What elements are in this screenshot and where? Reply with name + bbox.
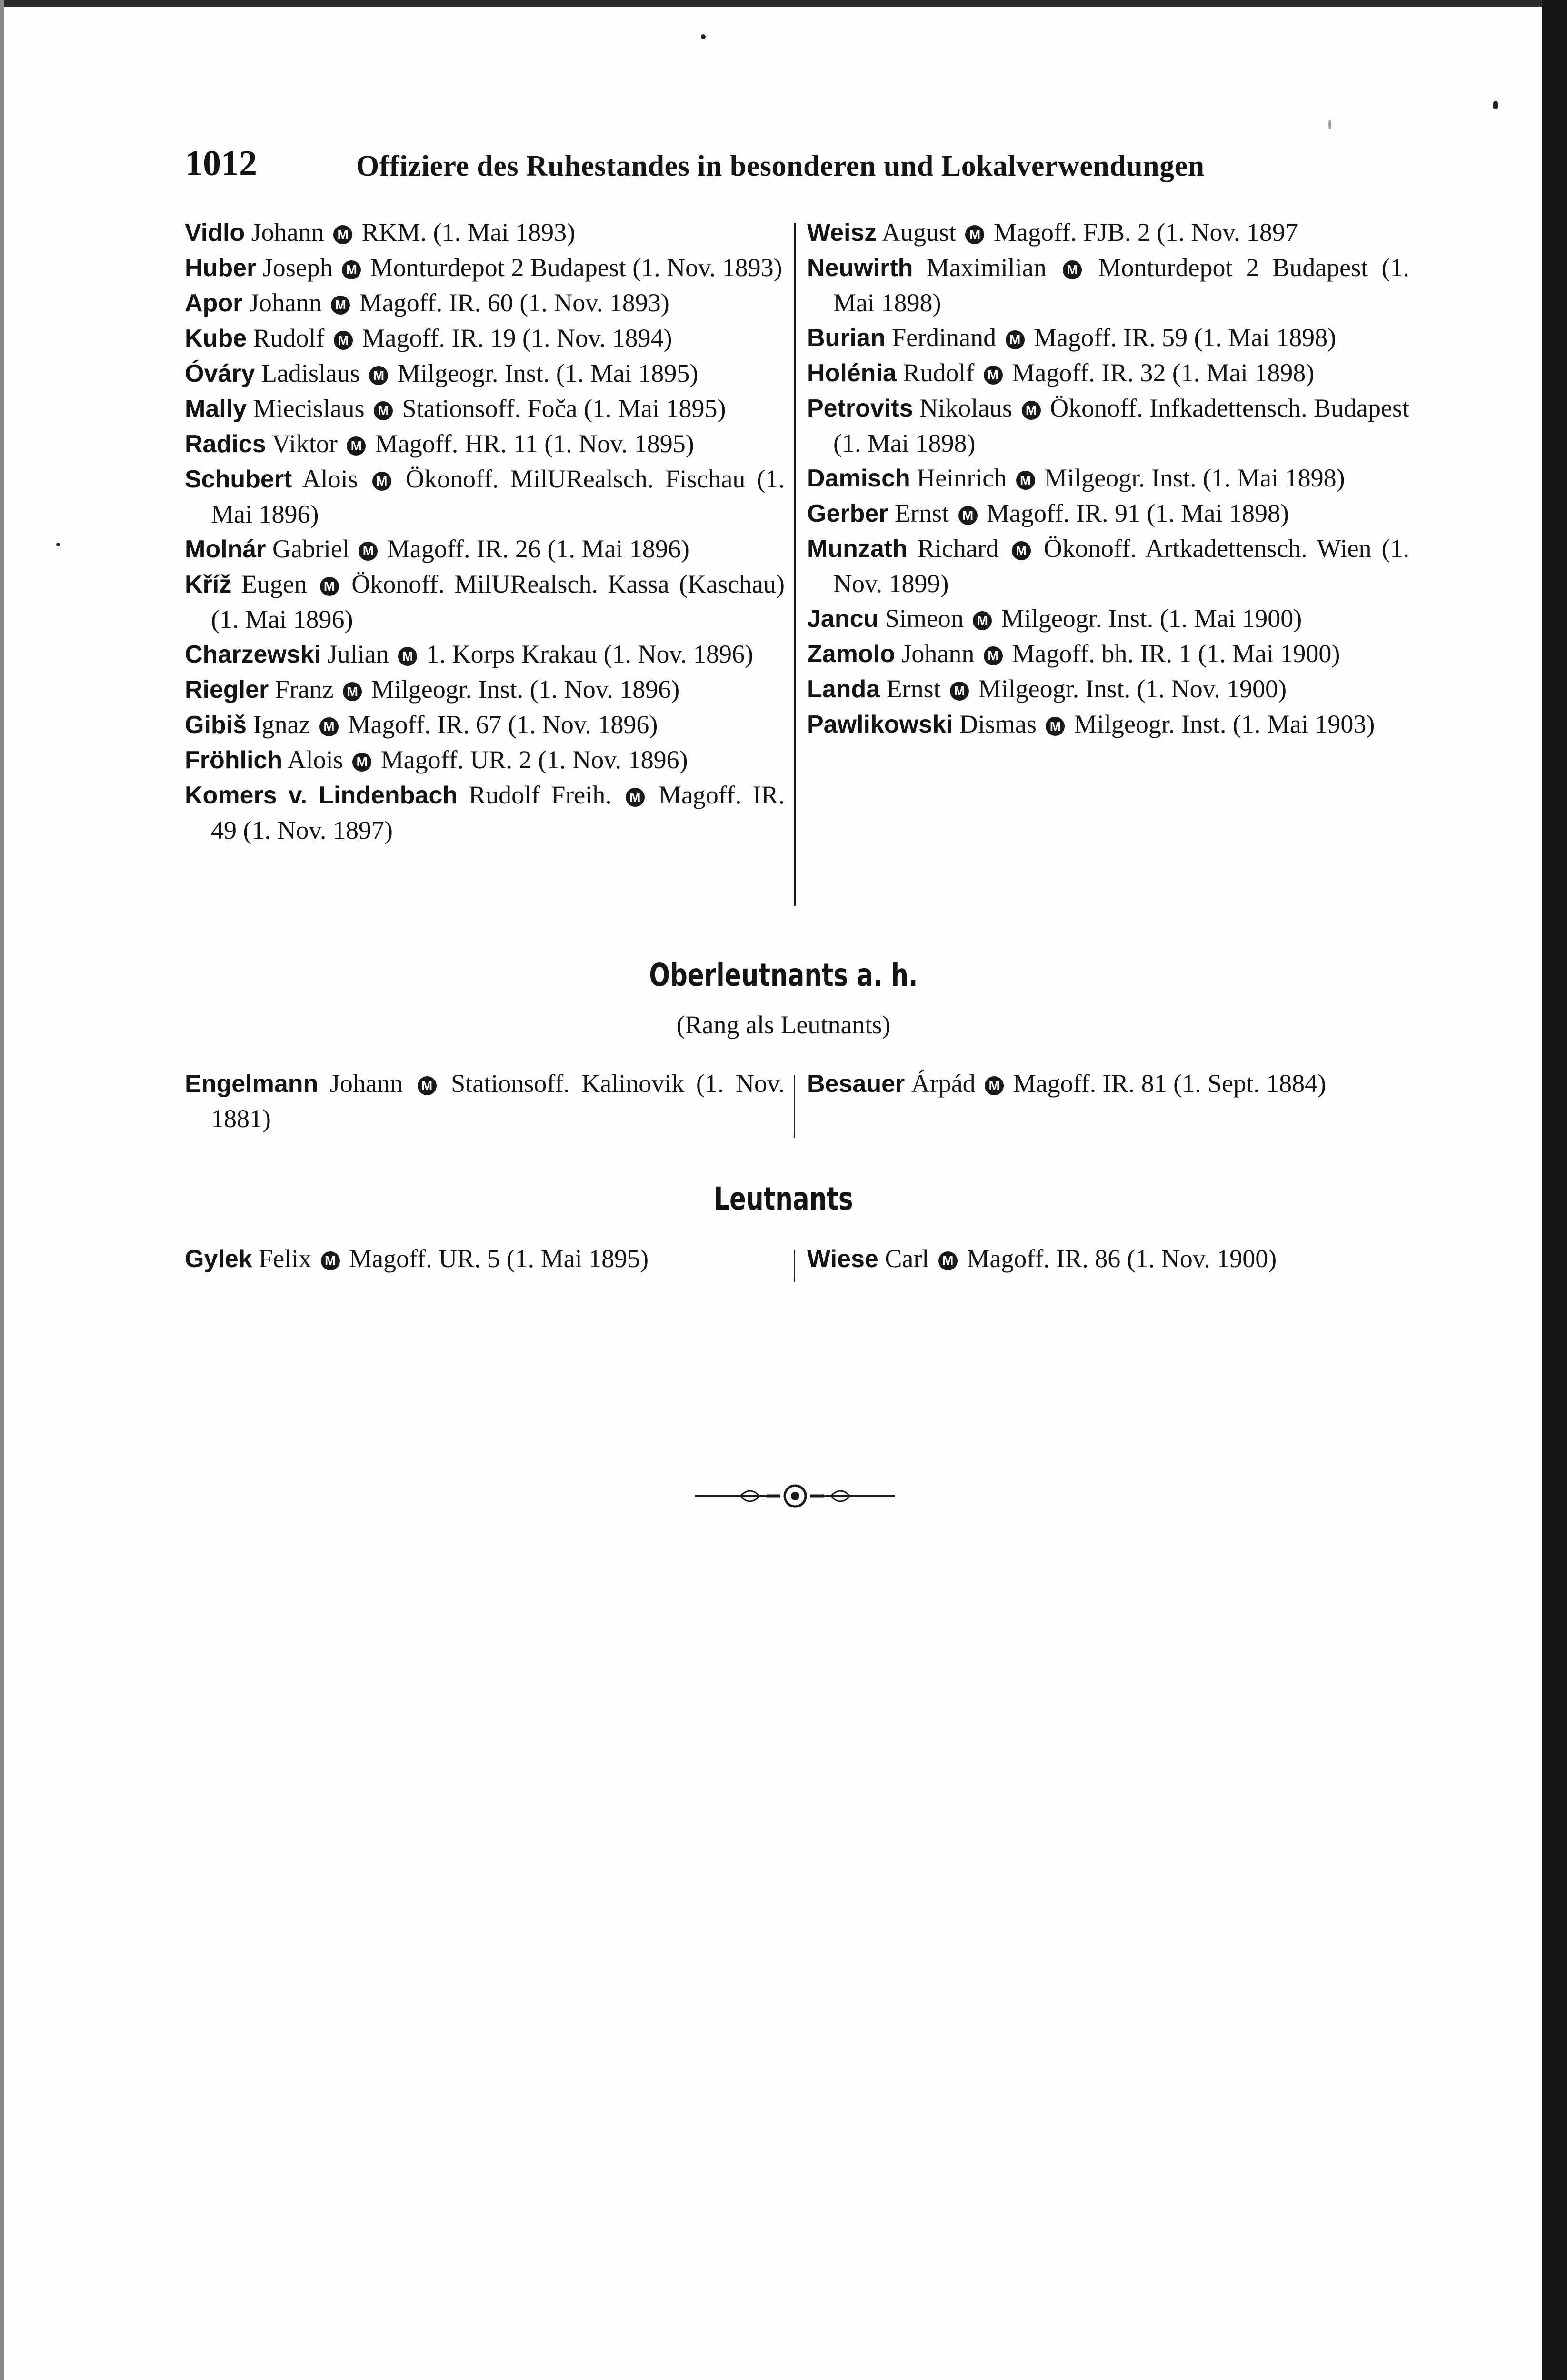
scan-speck [1493, 101, 1498, 109]
officer-entry [185, 1241, 785, 1277]
officer-surname: Weisz [807, 219, 877, 247]
medal-mark-icon: M [985, 1076, 1004, 1095]
officer-entry [185, 426, 785, 462]
officer-entry [807, 531, 1409, 601]
medal-mark-icon: M [984, 646, 1003, 665]
officer-given-name: Viktor [272, 429, 338, 458]
officer-assignment: Magoff. IR. 86 (1. Nov. 1900) [967, 1244, 1277, 1273]
officer-assignment: Ökonoff. Infkadettensch. Budapest (1. Mai 1898) [833, 394, 1409, 457]
officer-entry [185, 391, 785, 426]
officer-assignment: Milgeogr. Inst. (1. Nov. 1896) [371, 675, 680, 704]
officer-given-name: Gabriel [272, 535, 349, 563]
officer-surname: Mally [185, 395, 247, 423]
officer-given-name: Ladislaus [261, 359, 360, 387]
medal-mark-icon: M [1063, 260, 1082, 279]
officer-assignment: Milgeogr. Inst. (1. Mai 1895) [397, 359, 699, 387]
officer-assignment: Stationsoff. Kalinovik (1. Nov. 1881) [211, 1069, 785, 1133]
officer-assignment: Ökonoff. MilURealsch. Fischau (1. Mai 1896) [211, 465, 785, 528]
officer-surname: Burian [807, 324, 886, 352]
officer-given-name: Maximilian [926, 253, 1047, 282]
officer-assignment: Ökonoff. Artkadettensch. Wien (1. Nov. 1899) [833, 534, 1410, 598]
medal-mark-icon: M [372, 472, 391, 491]
officer-entry [185, 743, 785, 778]
medal-mark-icon: M [319, 717, 339, 736]
officer-given-name: August [881, 218, 956, 247]
officer-surname: Neuwirth [807, 254, 913, 282]
officer-assignment: Monturdepot 2 Budapest (1. Mai 1898) [833, 253, 1409, 317]
officer-given-name: Dismas [959, 710, 1037, 738]
officer-surname: Wiese [807, 1245, 878, 1273]
officer-given-name: Carl [885, 1244, 929, 1273]
officer-assignment: Magoff. IR. 91 (1. Mai 1898) [987, 499, 1289, 527]
officer-assignment: Magoff. IR. 81 (1. Sept. 1884) [1013, 1069, 1327, 1098]
medal-mark-icon: M [359, 542, 378, 561]
officer-entry [185, 215, 785, 250]
officer-entry [185, 356, 785, 391]
scan-speck [1328, 120, 1331, 129]
officer-surname: Charzewski [185, 641, 321, 668]
medal-mark-icon: M [1046, 717, 1065, 736]
officer-entry [807, 356, 1409, 391]
officer-assignment: Magoff. IR. 60 (1. Nov. 1893) [359, 288, 669, 317]
medal-mark-icon: M [352, 753, 371, 772]
officer-given-name: Alois [287, 745, 343, 774]
page-header [185, 143, 1394, 195]
officer-assignment: Milgeogr. Inst. (1. Nov. 1900) [978, 674, 1287, 703]
officer-assignment: Magoff. IR. 67 (1. Nov. 1896) [348, 710, 658, 739]
oberleutnants-column-right [807, 1066, 1409, 1101]
officer-assignment: Magoff. IR. 19 (1. Nov. 1894) [362, 324, 672, 352]
officer-surname: Óváry [185, 360, 255, 387]
scan-speck [701, 34, 706, 39]
medal-mark-icon: M [331, 296, 350, 315]
section-subtitle-rang: (Rang als Leutnants) [676, 1011, 891, 1039]
officer-surname: Pawlikowski [807, 711, 953, 738]
officer-given-name: Rudolf [253, 324, 325, 352]
medal-mark-icon: M [347, 436, 366, 456]
leutnants-column-left [185, 1241, 785, 1277]
section-title-oberleutnants: Oberleutnants a. h. [649, 957, 918, 993]
scan-edge-left [0, 0, 4, 2380]
medal-mark-icon: M [973, 611, 992, 630]
officer-entry [185, 778, 785, 848]
officer-assignment: Magoff. HR. 11 (1. Nov. 1895) [375, 429, 694, 458]
officer-surname: Riegler [185, 676, 269, 704]
column-divider [794, 1250, 795, 1282]
medal-mark-icon: M [1022, 401, 1041, 420]
officer-surname: Fröhlich [185, 746, 283, 774]
officer-given-name: Johann [329, 1069, 403, 1098]
officer-entry [185, 672, 785, 707]
officer-surname: Gibiš [185, 711, 247, 739]
officer-surname: Molnár [185, 536, 266, 563]
officer-given-name: Árpád [911, 1069, 976, 1098]
entries-column-left [185, 215, 785, 848]
officer-given-name: Johann [251, 218, 324, 247]
medal-mark-icon: M [320, 577, 339, 596]
running-title: Offiziere des Ruhestandes in besonderen und Lokalverwendungen [356, 150, 1205, 182]
officer-entry [185, 462, 785, 532]
officer-surname: Holénia [807, 359, 897, 387]
officer-assignment: Milgeogr. Inst. (1. Mai 1903) [1074, 710, 1375, 738]
officer-surname: Zamolo [807, 640, 895, 668]
officer-assignment: Magoff. bh. IR. 1 (1. Mai 1900) [1012, 639, 1340, 668]
officer-given-name: Rudolf [903, 358, 975, 387]
medal-mark-icon: M [965, 225, 984, 244]
officer-assignment: Magoff. FJB. 2 (1. Nov. 1897 [993, 218, 1298, 247]
medal-mark-icon: M [333, 225, 352, 244]
officer-entry [185, 707, 785, 743]
officer-given-name: Miecislaus [253, 394, 365, 423]
officer-given-name: Julian [327, 640, 389, 668]
section-title-leutnants: Leutnants [714, 1180, 853, 1217]
officer-surname: Landa [807, 675, 880, 703]
officer-given-name: Alois [302, 465, 358, 493]
officer-surname: Damisch [807, 465, 910, 492]
medal-mark-icon: M [369, 366, 388, 385]
medal-mark-icon: M [418, 1076, 437, 1095]
officer-entry [807, 1241, 1409, 1277]
officer-assignment: Monturdepot 2 Budapest (1. Nov. 1893) [370, 253, 782, 282]
medal-mark-icon: M [334, 331, 353, 350]
officer-assignment: Magoff. UR. 2 (1. Nov. 1896) [380, 745, 688, 774]
medal-mark-icon: M [1012, 541, 1031, 560]
officer-entry [807, 636, 1409, 672]
officer-given-name: Eugen [241, 570, 307, 598]
officer-given-name: Nikolaus [919, 394, 1013, 422]
officer-given-name: Ignaz [253, 710, 310, 739]
medal-mark-icon: M [1016, 471, 1035, 490]
officer-entry [807, 461, 1409, 496]
officer-surname: Petrovits [807, 395, 913, 422]
scan-speck [56, 543, 60, 546]
officer-entry [807, 391, 1409, 461]
column-divider [794, 1075, 795, 1138]
officer-surname: Besauer [807, 1070, 905, 1098]
officer-given-name: Johann [249, 288, 322, 317]
officer-given-name: Johann [901, 639, 975, 668]
officer-assignment: Magoff. IR. 26 (1. Mai 1896) [387, 535, 689, 563]
officer-entry [185, 637, 785, 672]
officer-entry [807, 320, 1409, 356]
entries-column-right [807, 215, 1409, 742]
leutnants-column-right [807, 1241, 1409, 1277]
officer-assignment: 1. Korps Krakau (1. Nov. 1896) [426, 640, 754, 668]
officer-surname: Engelmann [185, 1070, 319, 1098]
officer-entry [807, 1066, 1409, 1101]
scan-edge-top [0, 0, 1567, 7]
officer-entry [807, 601, 1409, 636]
officer-assignment: Stationsoff. Foča (1. Mai 1895) [402, 394, 726, 423]
medal-mark-icon: M [938, 1251, 958, 1270]
officer-assignment: Magoff. IR. 32 (1. Mai 1898) [1012, 358, 1315, 387]
officer-surname: Kříž [185, 571, 232, 598]
column-divider [794, 223, 796, 906]
oberleutnants-column-left [185, 1066, 785, 1136]
officer-surname: Huber [185, 254, 257, 282]
end-ornament-icon [695, 1479, 895, 1513]
officer-surname: Schubert [185, 466, 292, 493]
officer-entry [807, 672, 1409, 707]
officer-surname: Munzath [807, 535, 908, 563]
officer-surname: Apor [185, 289, 243, 317]
medal-mark-icon: M [984, 366, 1003, 385]
medal-mark-icon: M [342, 260, 361, 279]
officer-assignment: Ökonoff. MilURealsch. Kassa (Kaschau) (1. Mai 1896) [211, 570, 785, 634]
medal-mark-icon: M [321, 1251, 340, 1270]
officer-given-name: Rudolf Freih. [469, 781, 612, 809]
medal-mark-icon: M [343, 682, 362, 701]
officer-surname: Gylek [185, 1245, 252, 1273]
officer-assignment: Magoff. IR. 49 (1. Nov. 1897) [211, 781, 785, 844]
officer-entry [185, 567, 785, 637]
officer-entry [185, 1066, 785, 1136]
page-number: 1012 [185, 143, 257, 183]
medal-mark-icon: M [958, 506, 978, 525]
officer-entry [185, 286, 785, 321]
officer-given-name: Ernst [886, 674, 941, 703]
officer-given-name: Felix [259, 1244, 312, 1273]
medal-mark-icon: M [398, 647, 417, 666]
medal-mark-icon: M [950, 682, 969, 701]
officer-entry [807, 250, 1409, 320]
officer-assignment: Magoff. IR. 59 (1. Mai 1898) [1034, 323, 1337, 352]
medal-mark-icon: M [374, 401, 393, 420]
medal-mark-icon: M [626, 788, 645, 807]
officer-entry [185, 532, 785, 567]
officer-surname: Komers v. Lindenbach [185, 782, 458, 809]
officer-surname: Gerber [807, 500, 888, 527]
scan-edge-right [1542, 0, 1567, 2380]
officer-surname: Vidlo [185, 219, 245, 247]
officer-entry [185, 250, 785, 286]
officer-given-name: Richard [917, 534, 999, 563]
officer-entry [807, 215, 1409, 250]
officer-given-name: Heinrich [917, 464, 1007, 492]
officer-surname: Radics [185, 430, 266, 458]
officer-assignment: RKM. (1. Mai 1893) [361, 218, 576, 247]
officer-assignment: Magoff. UR. 5 (1. Mai 1895) [349, 1244, 649, 1273]
officer-given-name: Simeon [885, 604, 964, 633]
medal-mark-icon: M [1006, 330, 1025, 349]
officer-entry [807, 496, 1409, 531]
officer-surname: Kube [185, 325, 247, 352]
officer-surname: Jancu [807, 605, 879, 633]
officer-given-name: Ferdinand [892, 323, 997, 352]
officer-given-name: Ernst [895, 499, 949, 527]
officer-given-name: Franz [275, 675, 334, 704]
officer-entry [185, 321, 785, 356]
officer-assignment: Milgeogr. Inst. (1. Mai 1900) [1001, 604, 1302, 633]
officer-entry [807, 707, 1409, 742]
officer-assignment: Milgeogr. Inst. (1. Mai 1898) [1044, 464, 1345, 492]
officer-given-name: Joseph [262, 253, 333, 282]
